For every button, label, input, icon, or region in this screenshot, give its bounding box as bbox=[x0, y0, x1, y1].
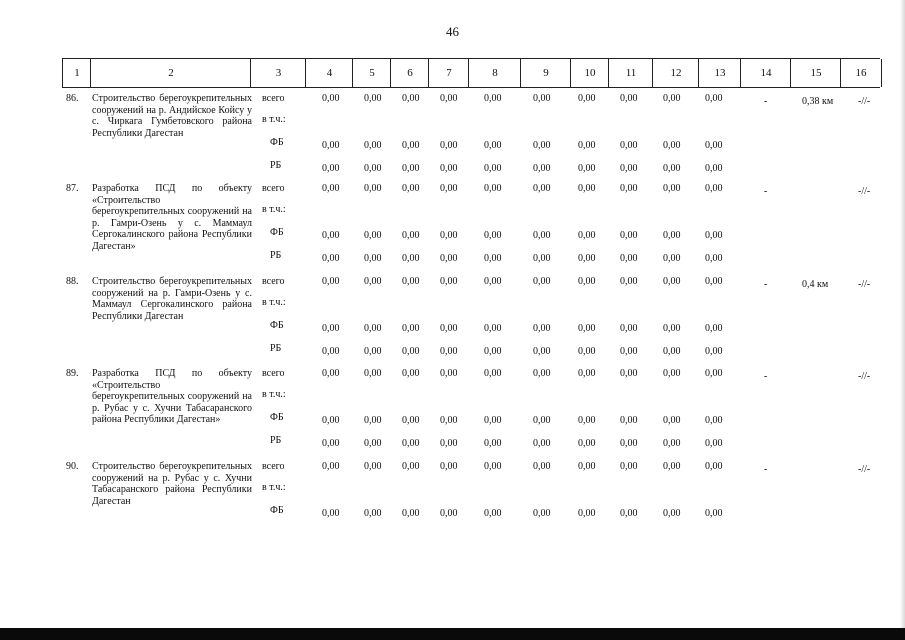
amount-col-6: 0,00 bbox=[402, 253, 420, 264]
amount-col-4: 0,00 bbox=[322, 140, 340, 151]
amount-col-7: 0,00 bbox=[440, 163, 458, 174]
amount-col-5: 0,00 bbox=[364, 140, 382, 151]
amount-col-9: 0,00 bbox=[533, 163, 551, 174]
object-description: Разработка ПСД по объекту «Строительство берегоукрепительных сооружений на р. Рубас у с. Хучни Табасаранского района Республики Дагестан» bbox=[92, 368, 252, 425]
amount-col-8: 0,00 bbox=[484, 230, 502, 241]
amount-col-10: 0,00 bbox=[578, 253, 596, 264]
amount-col-12: 0,00 bbox=[663, 183, 681, 194]
amount-col-7: 0,00 bbox=[440, 323, 458, 334]
amount-col-10: 0,00 bbox=[578, 368, 596, 379]
amount-col-8: 0,00 bbox=[484, 253, 502, 264]
header-col-9: 9 bbox=[520, 59, 571, 87]
scan-edge-shadow bbox=[900, 0, 905, 640]
amount-col-8: 0,00 bbox=[484, 346, 502, 357]
amount-col-7: 0,00 bbox=[440, 346, 458, 357]
funding-source-label: РБ bbox=[270, 160, 282, 171]
amount-col-11: 0,00 bbox=[620, 346, 638, 357]
amount-col-8: 0,00 bbox=[484, 438, 502, 449]
funding-source-label: в т.ч.: bbox=[262, 114, 286, 125]
row-number: 88. bbox=[66, 276, 79, 287]
length-value: 0,38 км bbox=[802, 96, 834, 107]
amount-col-5: 0,00 bbox=[364, 508, 382, 519]
col-14-value: - bbox=[764, 464, 768, 475]
amount-col-7: 0,00 bbox=[440, 93, 458, 104]
amount-col-6: 0,00 bbox=[402, 163, 420, 174]
col-14-value: - bbox=[764, 279, 768, 290]
amount-col-4: 0,00 bbox=[322, 230, 340, 241]
funding-source-label: всего bbox=[262, 93, 285, 104]
amount-col-11: 0,00 bbox=[620, 183, 638, 194]
amount-col-6: 0,00 bbox=[402, 368, 420, 379]
amount-col-11: 0,00 bbox=[620, 140, 638, 151]
col-14-value: - bbox=[764, 96, 768, 107]
amount-col-11: 0,00 bbox=[620, 415, 638, 426]
amount-col-10: 0,00 bbox=[578, 276, 596, 287]
amount-col-5: 0,00 bbox=[364, 230, 382, 241]
header-col-4: 4 bbox=[305, 59, 353, 87]
amount-col-13: 0,00 bbox=[705, 508, 723, 519]
header-col-11: 11 bbox=[608, 59, 653, 87]
amount-col-5: 0,00 bbox=[364, 323, 382, 334]
amount-col-6: 0,00 bbox=[402, 230, 420, 241]
amount-col-7: 0,00 bbox=[440, 230, 458, 241]
amount-col-6: 0,00 bbox=[402, 508, 420, 519]
amount-col-11: 0,00 bbox=[620, 323, 638, 334]
amount-col-5: 0,00 bbox=[364, 276, 382, 287]
amount-col-12: 0,00 bbox=[663, 253, 681, 264]
amount-col-10: 0,00 bbox=[578, 508, 596, 519]
funding-source-label: ФБ bbox=[270, 137, 284, 148]
amount-col-6: 0,00 bbox=[402, 415, 420, 426]
amount-col-13: 0,00 bbox=[705, 163, 723, 174]
amount-col-12: 0,00 bbox=[663, 415, 681, 426]
object-description: Разработка ПСД по объекту «Строительство берегоукрепительных сооружений на р. Гамри-Озень у с. Маммаул Сергокалинского района Республики Дагестан» bbox=[92, 183, 252, 252]
amount-col-6: 0,00 bbox=[402, 93, 420, 104]
amount-col-5: 0,00 bbox=[364, 368, 382, 379]
funding-source-label: ФБ bbox=[270, 227, 284, 238]
amount-col-13: 0,00 bbox=[705, 276, 723, 287]
amount-col-7: 0,00 bbox=[440, 415, 458, 426]
amount-col-8: 0,00 bbox=[484, 508, 502, 519]
amount-col-11: 0,00 bbox=[620, 276, 638, 287]
amount-col-4: 0,00 bbox=[322, 438, 340, 449]
header-col-13: 13 bbox=[698, 59, 741, 87]
header-col-15: 15 bbox=[790, 59, 841, 87]
header-col-2: 2 bbox=[90, 59, 251, 87]
amount-col-13: 0,00 bbox=[705, 368, 723, 379]
amount-col-9: 0,00 bbox=[533, 368, 551, 379]
amount-col-7: 0,00 bbox=[440, 253, 458, 264]
scan-bottom-border bbox=[0, 628, 905, 640]
amount-col-8: 0,00 bbox=[484, 461, 502, 472]
amount-col-4: 0,00 bbox=[322, 415, 340, 426]
amount-col-6: 0,00 bbox=[402, 461, 420, 472]
col-16-value: -//- bbox=[858, 279, 871, 290]
amount-col-5: 0,00 bbox=[364, 183, 382, 194]
amount-col-11: 0,00 bbox=[620, 508, 638, 519]
amount-col-12: 0,00 bbox=[663, 368, 681, 379]
amount-col-5: 0,00 bbox=[364, 163, 382, 174]
amount-col-13: 0,00 bbox=[705, 230, 723, 241]
amount-col-10: 0,00 bbox=[578, 163, 596, 174]
row-number: 89. bbox=[66, 368, 79, 379]
length-value: 0,4 км bbox=[802, 279, 829, 290]
amount-col-6: 0,00 bbox=[402, 276, 420, 287]
amount-col-11: 0,00 bbox=[620, 163, 638, 174]
funding-source-label: всего bbox=[262, 183, 285, 194]
amount-col-11: 0,00 bbox=[620, 461, 638, 472]
amount-col-7: 0,00 bbox=[440, 183, 458, 194]
amount-col-6: 0,00 bbox=[402, 140, 420, 151]
amount-col-9: 0,00 bbox=[533, 183, 551, 194]
header-col-1: 1 bbox=[62, 59, 91, 87]
amount-col-8: 0,00 bbox=[484, 276, 502, 287]
amount-col-12: 0,00 bbox=[663, 140, 681, 151]
amount-col-5: 0,00 bbox=[364, 461, 382, 472]
amount-col-12: 0,00 bbox=[663, 346, 681, 357]
funding-source-label: в т.ч.: bbox=[262, 204, 286, 215]
amount-col-5: 0,00 bbox=[364, 253, 382, 264]
col-16-value: -//- bbox=[858, 464, 871, 475]
amount-col-10: 0,00 bbox=[578, 93, 596, 104]
amount-col-4: 0,00 bbox=[322, 461, 340, 472]
amount-col-5: 0,00 bbox=[364, 93, 382, 104]
amount-col-8: 0,00 bbox=[484, 93, 502, 104]
col-14-value: - bbox=[764, 371, 768, 382]
amount-col-9: 0,00 bbox=[533, 415, 551, 426]
amount-col-13: 0,00 bbox=[705, 253, 723, 264]
amount-col-12: 0,00 bbox=[663, 276, 681, 287]
amount-col-6: 0,00 bbox=[402, 183, 420, 194]
amount-col-12: 0,00 bbox=[663, 230, 681, 241]
amount-col-11: 0,00 bbox=[620, 253, 638, 264]
header-col-12: 12 bbox=[652, 59, 699, 87]
amount-col-7: 0,00 bbox=[440, 276, 458, 287]
amount-col-4: 0,00 bbox=[322, 323, 340, 334]
funding-source-label: в т.ч.: bbox=[262, 389, 286, 400]
amount-col-8: 0,00 bbox=[484, 368, 502, 379]
amount-col-13: 0,00 bbox=[705, 346, 723, 357]
amount-col-9: 0,00 bbox=[533, 230, 551, 241]
funding-source-label: всего bbox=[262, 368, 285, 379]
amount-col-4: 0,00 bbox=[322, 276, 340, 287]
table-header bbox=[62, 58, 880, 88]
amount-col-9: 0,00 bbox=[533, 253, 551, 264]
amount-col-10: 0,00 bbox=[578, 438, 596, 449]
row-number: 90. bbox=[66, 461, 79, 472]
amount-col-12: 0,00 bbox=[663, 93, 681, 104]
header-col-7: 7 bbox=[428, 59, 469, 87]
amount-col-5: 0,00 bbox=[364, 346, 382, 357]
amount-col-9: 0,00 bbox=[533, 140, 551, 151]
amount-col-12: 0,00 bbox=[663, 438, 681, 449]
header-col-5: 5 bbox=[352, 59, 391, 87]
header-col-16: 16 bbox=[840, 59, 882, 87]
amount-col-8: 0,00 bbox=[484, 140, 502, 151]
amount-col-13: 0,00 bbox=[705, 183, 723, 194]
funding-source-label: ФБ bbox=[270, 320, 284, 331]
amount-col-10: 0,00 bbox=[578, 323, 596, 334]
amount-col-11: 0,00 bbox=[620, 93, 638, 104]
amount-col-4: 0,00 bbox=[322, 183, 340, 194]
amount-col-10: 0,00 bbox=[578, 346, 596, 357]
header-col-10: 10 bbox=[570, 59, 609, 87]
funding-source-label: ФБ bbox=[270, 505, 284, 516]
amount-col-10: 0,00 bbox=[578, 415, 596, 426]
amount-col-7: 0,00 bbox=[440, 461, 458, 472]
amount-col-9: 0,00 bbox=[533, 276, 551, 287]
amount-col-10: 0,00 bbox=[578, 183, 596, 194]
amount-col-6: 0,00 bbox=[402, 346, 420, 357]
amount-col-7: 0,00 bbox=[440, 438, 458, 449]
amount-col-11: 0,00 bbox=[620, 438, 638, 449]
header-col-8: 8 bbox=[468, 59, 521, 87]
amount-col-9: 0,00 bbox=[533, 508, 551, 519]
funding-source-label: всего bbox=[262, 276, 285, 287]
amount-col-12: 0,00 bbox=[663, 323, 681, 334]
object-description: Строительство берегоукрепительных сооружений на р. Андийское Койсу у с. Чиркага Гумбетовского района Республики Дагестан bbox=[92, 93, 252, 139]
amount-col-7: 0,00 bbox=[440, 140, 458, 151]
header-col-14: 14 bbox=[740, 59, 791, 87]
amount-col-9: 0,00 bbox=[533, 323, 551, 334]
amount-col-10: 0,00 bbox=[578, 140, 596, 151]
amount-col-4: 0,00 bbox=[322, 346, 340, 357]
amount-col-13: 0,00 bbox=[705, 415, 723, 426]
amount-col-7: 0,00 bbox=[440, 508, 458, 519]
header-col-3: 3 bbox=[250, 59, 306, 87]
amount-col-7: 0,00 bbox=[440, 368, 458, 379]
amount-col-6: 0,00 bbox=[402, 438, 420, 449]
funding-source-label: РБ bbox=[270, 435, 282, 446]
amount-col-11: 0,00 bbox=[620, 368, 638, 379]
amount-col-13: 0,00 bbox=[705, 461, 723, 472]
amount-col-12: 0,00 bbox=[663, 461, 681, 472]
col-16-value: -//- bbox=[858, 186, 871, 197]
amount-col-10: 0,00 bbox=[578, 230, 596, 241]
amount-col-8: 0,00 bbox=[484, 323, 502, 334]
amount-col-8: 0,00 bbox=[484, 163, 502, 174]
amount-col-4: 0,00 bbox=[322, 508, 340, 519]
amount-col-13: 0,00 bbox=[705, 438, 723, 449]
amount-col-5: 0,00 bbox=[364, 415, 382, 426]
row-number: 86. bbox=[66, 93, 79, 104]
amount-col-10: 0,00 bbox=[578, 461, 596, 472]
amount-col-4: 0,00 bbox=[322, 368, 340, 379]
object-description: Строительство берегоукрепительных сооружений на р. Гамри-Озень у с. Маммаул Сергокалинского района Республики Дагестан bbox=[92, 276, 252, 322]
funding-source-label: РБ bbox=[270, 250, 282, 261]
amount-col-4: 0,00 bbox=[322, 93, 340, 104]
amount-col-8: 0,00 bbox=[484, 415, 502, 426]
amount-col-9: 0,00 bbox=[533, 461, 551, 472]
amount-col-13: 0,00 bbox=[705, 93, 723, 104]
object-description: Строительство берегоукрепительных сооружений на р. Рубас у с. Хучни Табасаранского района Республики Дагестан bbox=[92, 461, 252, 507]
amount-col-11: 0,00 bbox=[620, 230, 638, 241]
funding-source-label: в т.ч.: bbox=[262, 482, 286, 493]
amount-col-4: 0,00 bbox=[322, 163, 340, 174]
amount-col-8: 0,00 bbox=[484, 183, 502, 194]
funding-source-label: ФБ bbox=[270, 412, 284, 423]
amount-col-9: 0,00 bbox=[533, 346, 551, 357]
amount-col-6: 0,00 bbox=[402, 323, 420, 334]
col-14-value: - bbox=[764, 186, 768, 197]
amount-col-5: 0,00 bbox=[364, 438, 382, 449]
amount-col-13: 0,00 bbox=[705, 323, 723, 334]
amount-col-4: 0,00 bbox=[322, 253, 340, 264]
page-number: 46 bbox=[446, 24, 459, 39]
col-16-value: -//- bbox=[858, 371, 871, 382]
col-16-value: -//- bbox=[858, 96, 871, 107]
amount-col-12: 0,00 bbox=[663, 508, 681, 519]
funding-source-label: РБ bbox=[270, 343, 282, 354]
amount-col-12: 0,00 bbox=[663, 163, 681, 174]
funding-source-label: всего bbox=[262, 461, 285, 472]
amount-col-13: 0,00 bbox=[705, 140, 723, 151]
funding-source-label: в т.ч.: bbox=[262, 297, 286, 308]
amount-col-9: 0,00 bbox=[533, 93, 551, 104]
header-col-6: 6 bbox=[390, 59, 429, 87]
amount-col-9: 0,00 bbox=[533, 438, 551, 449]
row-number: 87. bbox=[66, 183, 79, 194]
